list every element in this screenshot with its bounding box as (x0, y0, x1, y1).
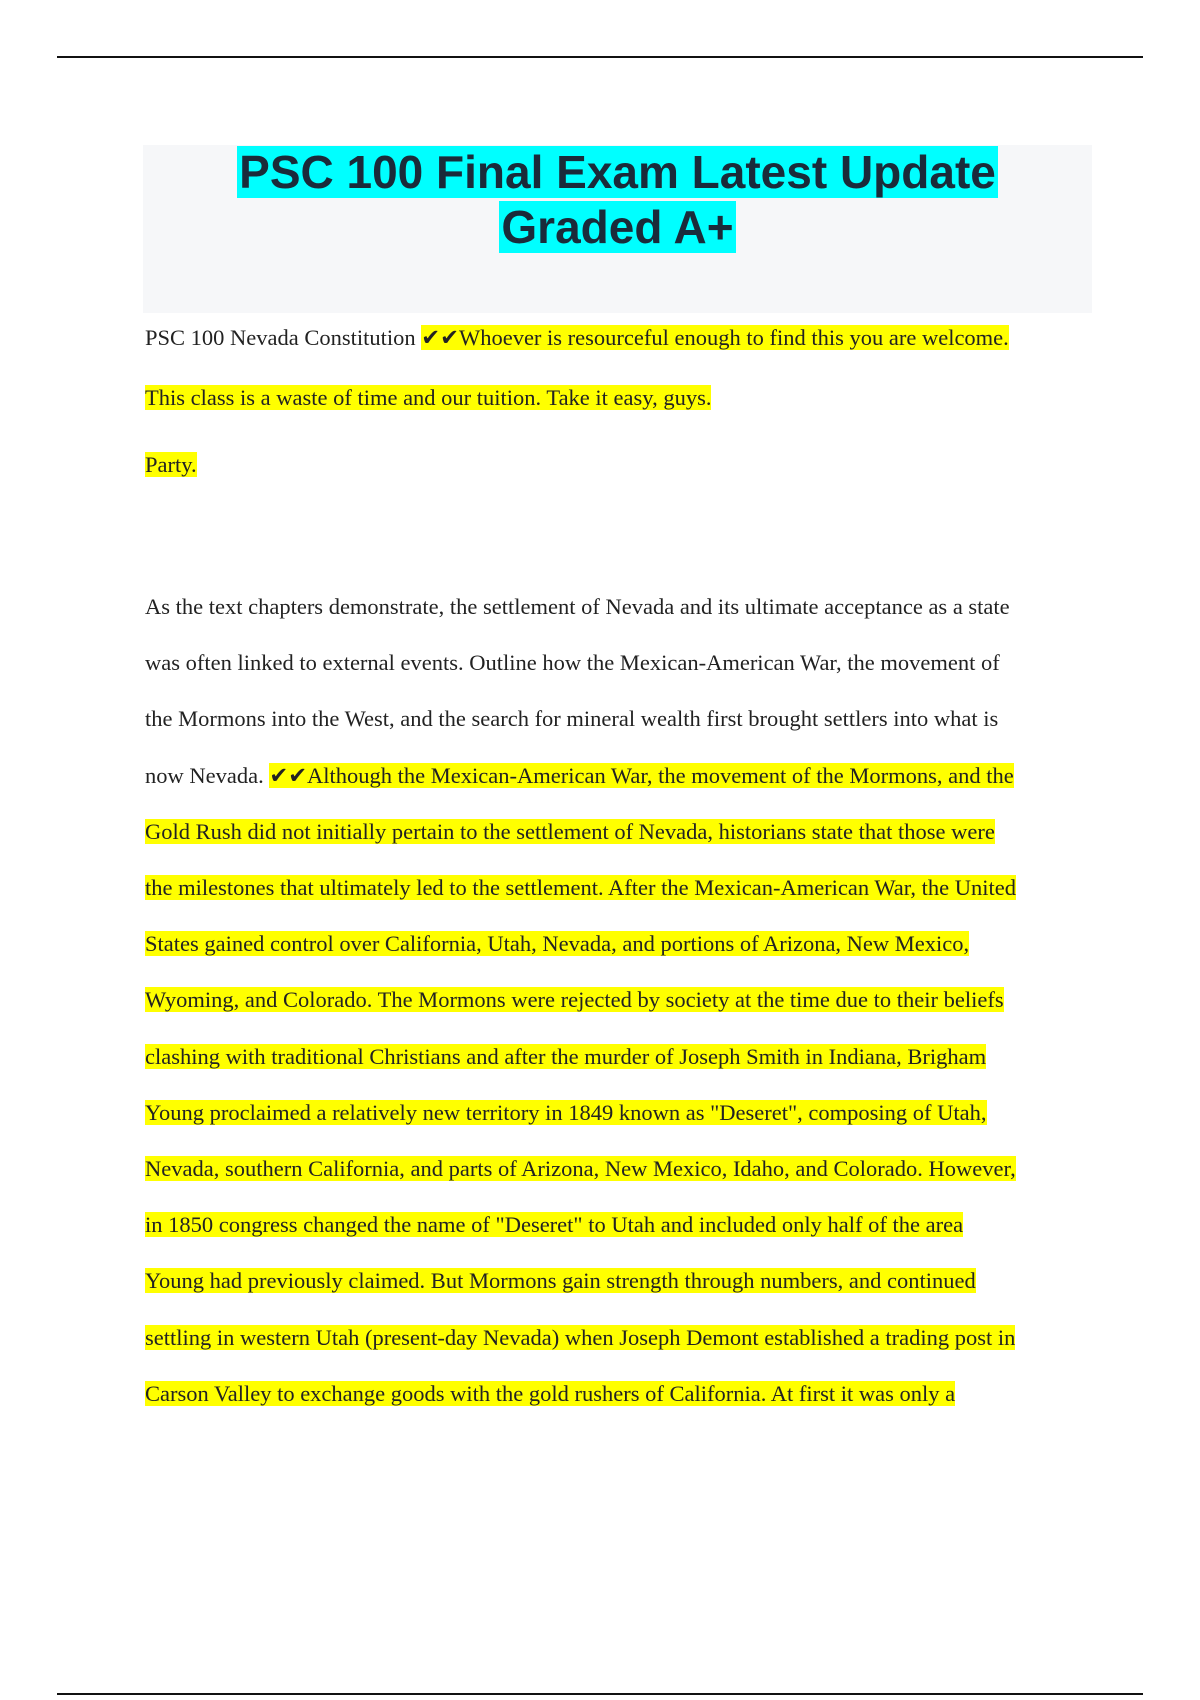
title-line-1: PSC 100 Final Exam Latest Update (239, 146, 996, 198)
question-2-line-1: As the text chapters demonstrate, the settlement of Nevada and its ultimate acceptance as a state (145, 594, 1010, 619)
answer-1-line-3: Party. (145, 452, 197, 477)
question-1-text: PSC 100 Nevada Constitution (145, 325, 422, 350)
answer-1-line-2: This class is a waste of time and our tuition. Take it easy, guys. (145, 385, 712, 410)
question-2-line-2: was often linked to external events. Outline how the Mexican-American War, the movement of (145, 650, 1000, 676)
answer-2-line-7: Young proclaimed a relatively new territory in 1849 known as "Deseret", composing of Utah, (145, 1099, 987, 1125)
answer-2-line-10: Young had previously claimed. But Mormons gain strength through numbers, and continued (145, 1268, 976, 1294)
question-2-line-3: the Mormons into the West, and the search for mineral wealth first brought settlers into what is (145, 706, 999, 732)
footer-rule (57, 1693, 1143, 1695)
header-rule (57, 56, 1143, 58)
question-2 (145, 579, 1016, 1422)
question-1 (145, 308, 1009, 428)
page-title (143, 145, 1092, 255)
answer-1-end (145, 445, 197, 485)
answer-1-line-1: ✔✔Whoever is resourceful enough to find this you are welcome. (421, 325, 1009, 350)
question-2-line-4: now Nevada. (145, 762, 270, 788)
answer-2-line-8: Nevada, southern California, and parts of Arizona, New Mexico, Idaho, and Colorado. However, (145, 1156, 1016, 1182)
answer-2-line-5: Wyoming, and Colorado. The Mormons were rejected by society at the time due to their beliefs (145, 987, 1004, 1013)
title-line-2: Graded A+ (501, 201, 734, 253)
answer-2-line-6: clashing with traditional Christians and after the murder of Joseph Smith in Indiana, Brigham (145, 1043, 987, 1069)
answer-2-line-1: ✔✔Although the Mexican-American War, the movement of the Mormons, and the (269, 762, 1014, 788)
answer-2-line-12: Carson Valley to exchange goods with the gold rushers of California. At first it was only a (145, 1380, 956, 1406)
answer-2-line-4: States gained control over California, Utah, Nevada, and portions of Arizona, New Mexico, (145, 931, 970, 957)
answer-2-line-2: Gold Rush did not initially pertain to the settlement of Nevada, historians state that those were (145, 818, 995, 844)
answer-2-line-11: settling in western Utah (present-day Nevada) when Joseph Demont established a trading post in (145, 1324, 1016, 1350)
answer-2-line-9: in 1850 congress changed the name of "Deseret" to Utah and included only half of the area (145, 1212, 964, 1238)
answer-2-line-3: the milestones that ultimately led to the settlement. After the Mexican-American War, the United (145, 875, 1016, 901)
